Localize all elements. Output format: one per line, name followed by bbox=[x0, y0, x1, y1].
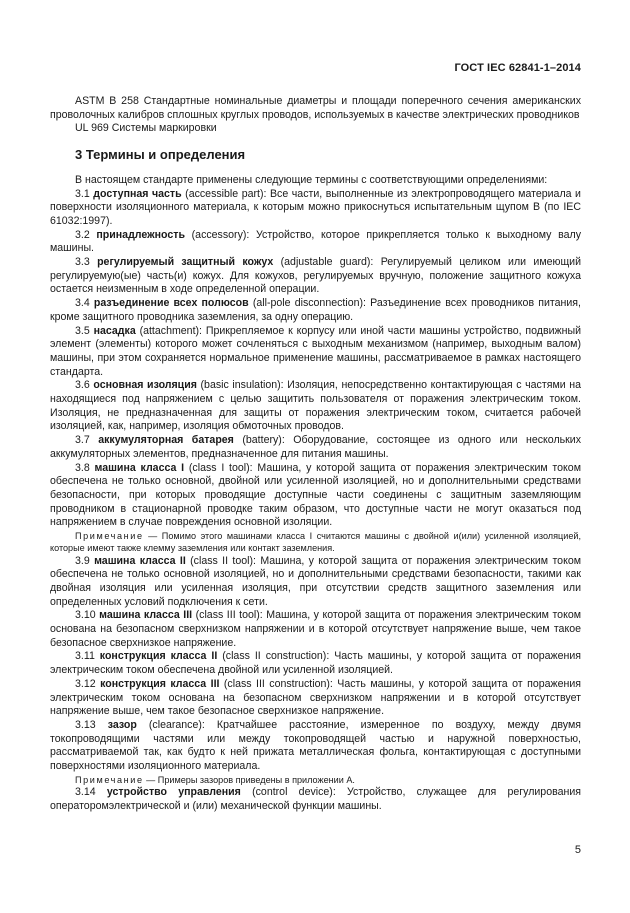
term-3-3: 3.3 регулируемый защитный кожух (adjustable guard): Регулируемый целиком или имеющий регулируемую(ые) часть(и) кожух. Для кожухов, регулируемых вручную, положение защитного кожуха остается неизменным в ходе определенной операции. bbox=[50, 256, 582, 296]
term-name: конструкция класса II bbox=[99, 650, 218, 663]
term-name: зазор bbox=[107, 718, 137, 731]
reference-astm: ASTM B 258 Стандартные номинальные диаметры и площади поперечного сечения американских проволочных калибров сплошных круглых проводов, используемых в качестве электрических проводников bbox=[50, 95, 581, 121]
term-3-1: 3.1 доступная часть (accessible part): Все части, выполненные из электропроводящего материала и поверхности изоляционного материала, к которым можно прикоснуться испытательным щупом В (по IEC 61032:1997). bbox=[50, 187, 581, 227]
term-name: основная изоляция bbox=[93, 379, 197, 392]
intro-text: В настоящем стандарте применены следующие термины с соответствующими определениями: bbox=[75, 173, 548, 186]
term-name: разъединение всех полюсов bbox=[93, 297, 249, 310]
note-class-i: Примечание — Помимо этого машинами класса I считаются машины с двойной и(или) усиленной изоляцией, которые имеют также клемму заземления или контакт заземления. bbox=[50, 531, 581, 554]
term-3-9: 3.9 машина класса II (class II tool): Машина, у которой защита от поражения электрическим током обеспечена не только основной изоляцией, но и дополнительными средствами безопасности, такими как двойная изоляция или усиленная изоляция, при отсутствии средств защитного заземления или определенных условий подключения к сети. bbox=[50, 554, 581, 608]
reference-ul: UL 969 Системы маркировки bbox=[75, 122, 217, 135]
term-3-10: 3.10 машина класса III (class III tool): Машина, у которой защита от поражения электрическим током основана на безопасном сверхнизком напряжении и в которой отсутствует напряжение выше, чем такое безопасное сверхнизкое напряжение. bbox=[50, 609, 581, 649]
page-number: 5 bbox=[574, 844, 581, 856]
term-3-13: 3.13 зазор (clearance): Кратчайшее расстояние, измеренное по воздуху, между двумя токопроводящими частями или между токопроводящей частью и наружной поверхностью, рассматриваемой так, как будто к ней прижата металлическая фольга, контактирующая с доступными поверхностями изоляционного материала. bbox=[50, 718, 582, 773]
term-name: доступная часть bbox=[93, 187, 182, 200]
term-name: принадлежность bbox=[96, 228, 185, 241]
term-3-2: 3.2 принадлежность (accessory): Устройство, которое прикрепляется только к выходному валу машины. bbox=[50, 228, 581, 255]
term-name: конструкция класса III bbox=[100, 677, 220, 690]
term-3-14: 3.14 устройство управления (control device): Устройство, служащее для регулирования операторомэлектрической и (или) механической функции машины. bbox=[50, 785, 581, 812]
term-3-8: 3.8 машина класса I (class I tool): Машина, у которой защита от поражения электрическим током обеспечена не только основной, двойной или усиленной изоляцией, но и дополнительными средствами безопасности, при которых проводящие доступные части соединены с защитным заземляющим проводником в стационарной проводке таким образом, что доступные части не могут оказаться под напряжением в случае повреждения основной изоляции. bbox=[50, 461, 581, 529]
term-3-12: 3.12 конструкция класса III (class III construction): Часть машины, у которой защита от поражения электрическим током основана на безопасном сверхнизком напряжении и в которой отсутствует напряжение выше, чем такое безопасное сверхнизкое напряжение. bbox=[50, 677, 581, 718]
note-label: Примечание bbox=[75, 531, 144, 542]
term-3-4: 3.4 разъединение всех полюсов (all-pole disconnection): Разъединение всех проводников питания, кроме защитного проводника заземления, за одну операцию. bbox=[50, 297, 581, 323]
term-name: насадка bbox=[93, 324, 136, 337]
term-name: устройство управления bbox=[106, 785, 241, 798]
term-3-11: 3.11 конструкция класса II (class II construction): Часть машины, у которой защита от поражения электрическим током обеспечена двойной или усиленной изоляцией. bbox=[50, 650, 581, 677]
section-title: 3 Термины и определения bbox=[75, 147, 246, 163]
term-3-6: 3.6 основная изоляция (basic insulation): Изоляция, непосредственно контактирующая с частями на находящиеся под напряжением с целью защитить пользователя от поражения электрическим током. Изоляция, не предназначенная для защиты от поражения электрическим током, считается рабочей изоляцией, как, например, изоляция обмоточных проводов. bbox=[50, 379, 582, 433]
term-3-5: 3.5 насадка (attachment): Прикрепляемое к корпусу или иной части машины устройство, подвижный элемент (элементы) которого может сочленяться с выходным механизмом (например, выходным валом) машины, при этом сохраняется нормальное применение машины, рассматриваемое в рамках настоящего стандарта. bbox=[50, 324, 581, 378]
standard-header: ГОСТ IEC 62841-1–2014 bbox=[454, 62, 581, 74]
term-name: машина класса I bbox=[94, 461, 185, 474]
term-name: регулируемый защитный кожух bbox=[97, 256, 274, 269]
note-clearance: Примечание — Примеры зазоров приведены в приложении А. bbox=[75, 774, 355, 785]
page-content bbox=[50, 95, 581, 813]
term-name: машина класса II bbox=[94, 554, 186, 567]
term-3-7: 3.7 аккумуляторная батарея (battery): Оборудование, состоящее из одного или нескольких аккумуляторных элементов, предназначенное для питания машины. bbox=[50, 434, 581, 460]
term-name: аккумуляторная батарея bbox=[98, 434, 234, 447]
note-label: Примечание bbox=[75, 774, 144, 785]
term-name: машина класса III bbox=[99, 609, 193, 622]
